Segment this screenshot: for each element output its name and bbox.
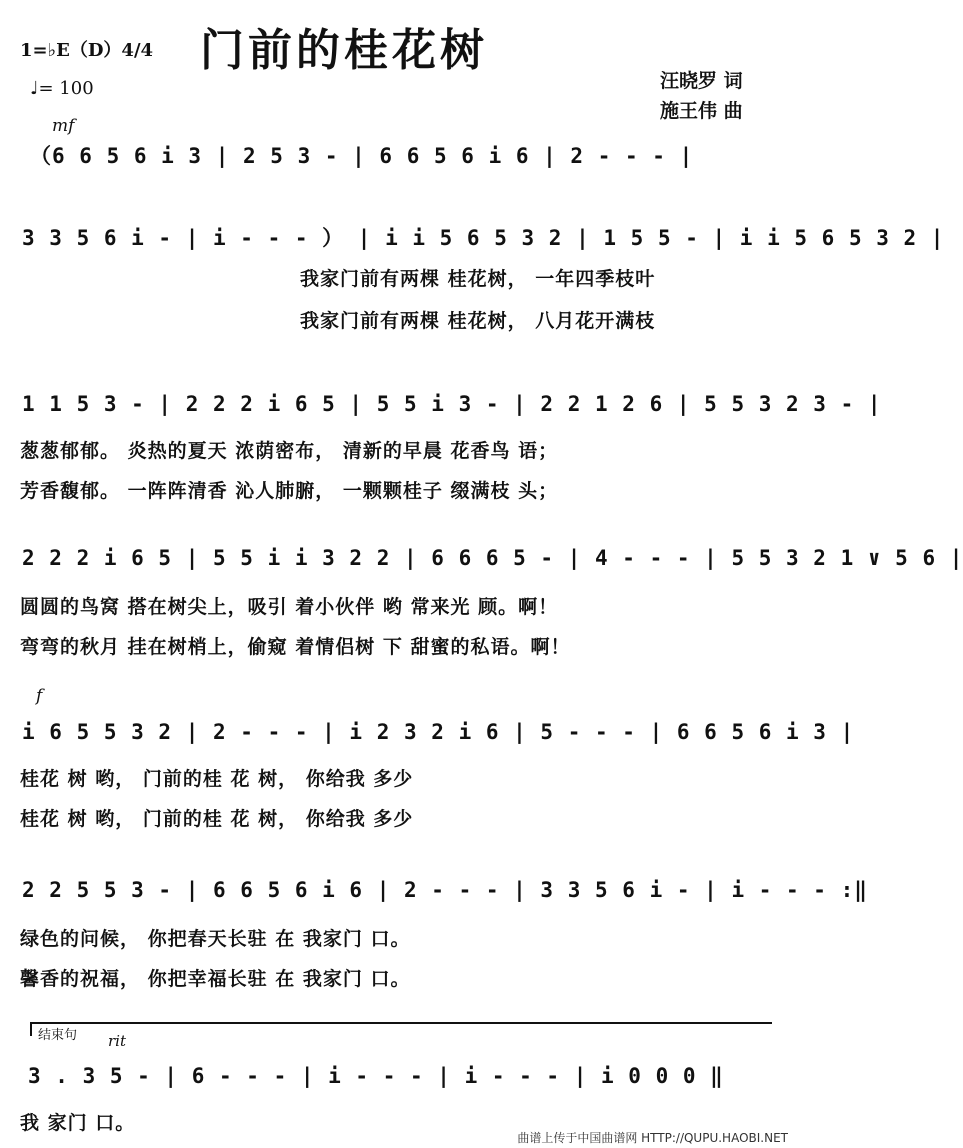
key-signature: 1=♭E（D）4/4 [20,40,154,61]
lyric-line-3a: 葱葱郁郁。 炎热的夏天 浓荫密布， 清新的早晨 花香鸟 语； [20,440,559,462]
dynamic-f: f [36,686,43,706]
site-watermark: 曲谱上传于中国曲谱网 HTTP://QUPU.HAOBI.NET [517,1131,788,1145]
notation-line-2: 3 3 5 6 i - | i - - - ） | i i 5 6 5 3 2 | 1 5 5 - | i i 5 6 5 3 2 | [22,226,945,250]
ending-bracket-tick [30,1022,32,1036]
dynamic-mf: mf [52,116,75,136]
lyric-line-6a: 绿色的问候， 你把春天长驻 在 我家门 口。 [20,928,411,950]
notation-line-5: i 6 5 5 3 2 | 2 - - - | i 2 3 2 i 6 | 5 - - - | 6 6 5 6 i 3 | [22,720,855,744]
lyric-line-2a: 我家门前有两棵 桂花树， 一年四季枝叶 [300,268,656,290]
lyric-line-2b: 我家门前有两棵 桂花树， 八月花开满枝 [300,310,656,332]
page-title: 门前的桂花树 [200,25,488,76]
notation-line-4: 2 2 2 i 6 5 | 5 5 i i 3 2 2 | 6 6 6 5 - | 4 - - - | 5 5 3 2 1 ∨ 5 6 | [22,546,963,570]
lyric-line-4b: 弯弯的秋月 挂在树梢上，偷窥 着情侣树 下 甜蜜的私语。啊！ [20,636,571,658]
notation-line-3: 1 1 5 3 - | 2 2 2 i 6 5 | 5 5 i 3 - | 2 2 1 2 6 | 5 5 3 2 3 - | [22,392,882,416]
notation-line-7: 3 . 3 5 - | 6 - - - | i - - - | i - - - | i 0 0 0 ‖ [28,1064,724,1088]
ending-bracket [30,1022,772,1024]
lyric-line-4a: 圆圆的鸟窝 搭在树尖上，吸引 着小伙伴 哟 常来光 顾。啊！ [20,596,559,618]
lyric-line-5a: 桂花 树 哟， 门前的桂 花 树， 你给我 多少 [20,768,414,790]
ritardando-mark: rit [108,1032,126,1050]
lyricist-credit: 汪晓罗 词 [660,70,743,92]
notation-line-1: （6 6 5 6 i 3 | 2 5 3 - | 6 6 5 6 i 6 | 2 - - - | [30,144,694,168]
lyric-line-6b: 馨香的祝福， 你把幸福长驻 在 我家门 口。 [20,968,411,990]
lyric-line-3b: 芳香馥郁。 一阵阵清香 沁人肺腑， 一颗颗桂子 缀满枝 头； [20,480,559,502]
ending-label: 结束句 [38,1028,78,1043]
composer-credit: 施王伟 曲 [660,100,743,122]
notation-line-6: 2 2 5 5 3 - | 6 6 5 6 i 6 | 2 - - - | 3 3 5 6 i - | i - - - :‖ [22,878,868,902]
lyric-line-7: 我 家门 口。 [20,1112,136,1134]
lyric-line-5b: 桂花 树 哟， 门前的桂 花 树， 你给我 多少 [20,808,414,830]
tempo-marking: ♩= 100 [30,78,94,99]
